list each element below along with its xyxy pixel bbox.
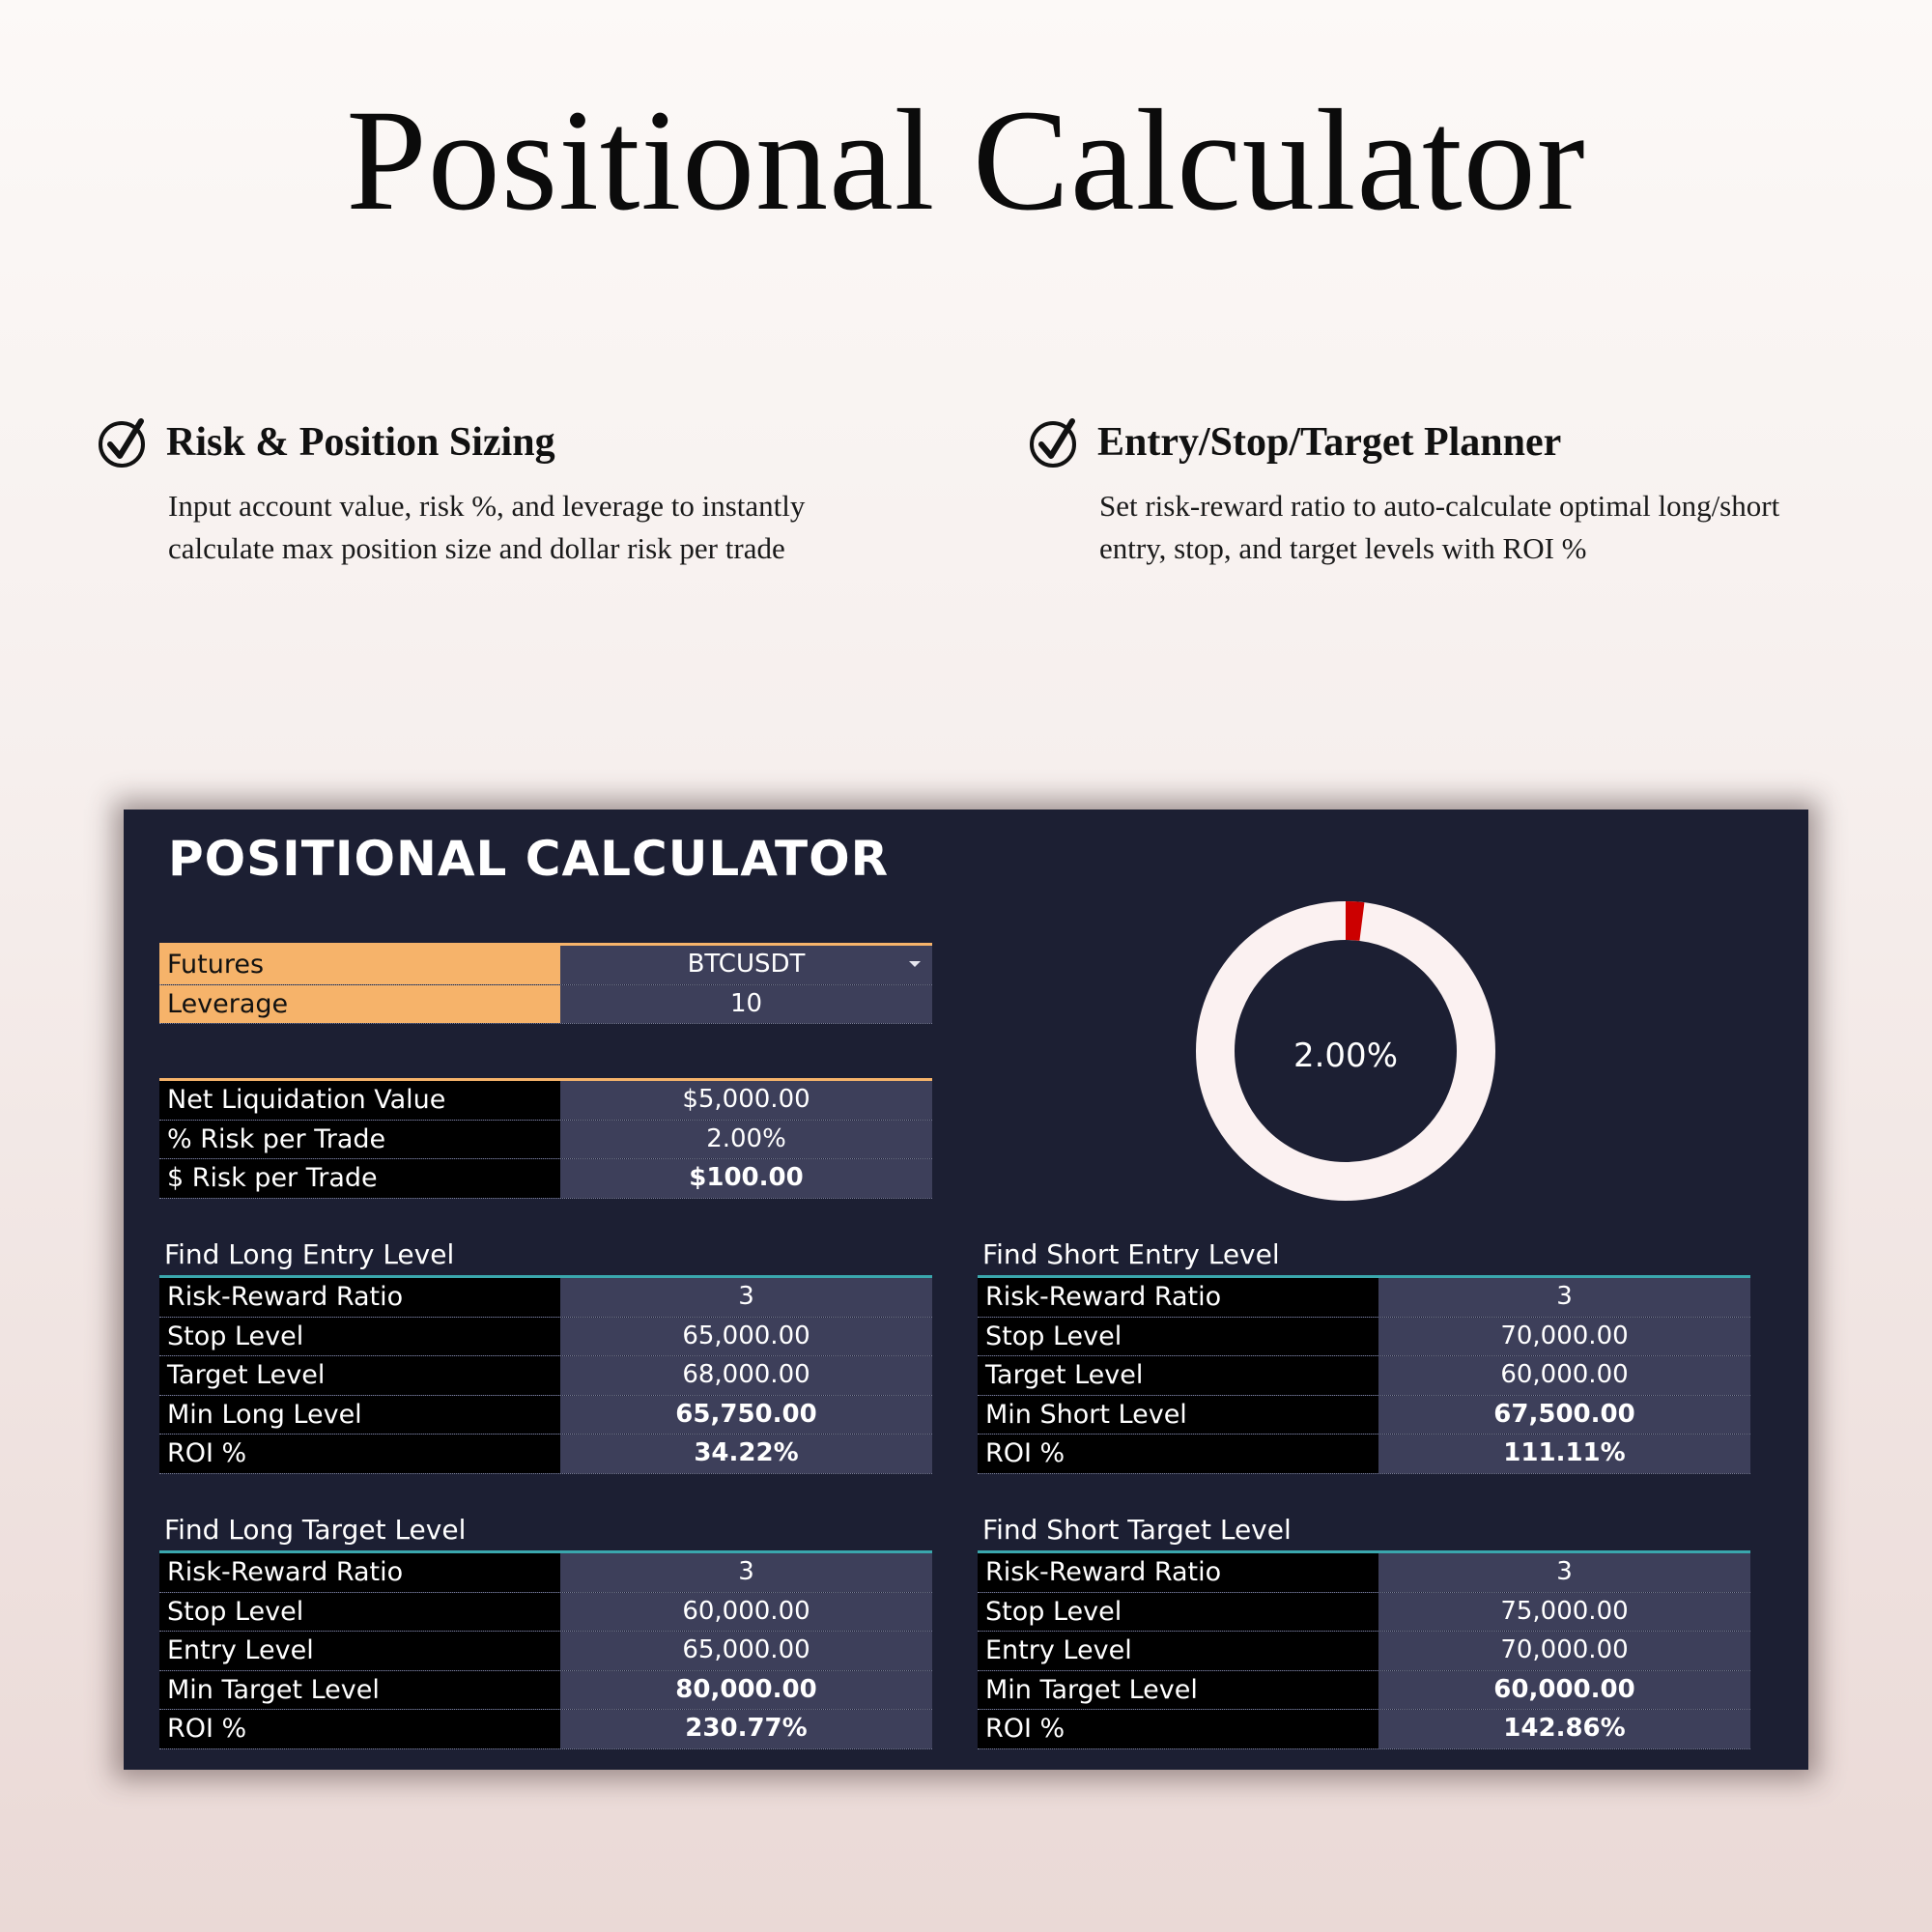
row-label: Risk-Reward Ratio: [159, 1278, 560, 1317]
row-label: Stop Level: [978, 1593, 1378, 1632]
table-row: [159, 1593, 932, 1633]
table-row: [978, 1553, 1750, 1593]
table-row: [159, 985, 932, 1025]
stop-level-input[interactable]: 70,000.00: [1378, 1318, 1750, 1356]
feature-description-line: Input account value, risk %, and leverage to instantly: [168, 489, 806, 523]
table-row: [159, 1159, 932, 1199]
min-short-level-value: 67,500.00: [1378, 1396, 1750, 1435]
feature-description-line: calculate max position size and dollar risk per trade: [168, 531, 785, 565]
table-row: [978, 1435, 1750, 1474]
table-row: [159, 1121, 932, 1160]
row-label: Stop Level: [978, 1318, 1378, 1356]
risk-reward-input[interactable]: 3: [560, 1553, 932, 1592]
feature-description-line: entry, stop, and target levels with ROI %: [1099, 531, 1587, 565]
table-row: [978, 1593, 1750, 1633]
row-label: Entry Level: [159, 1632, 560, 1670]
roi-value: 34.22%: [560, 1435, 932, 1473]
roi-value: 111.11%: [1378, 1435, 1750, 1473]
checkmark-circle-icon: [97, 415, 151, 469]
row-label: ROI %: [159, 1435, 560, 1473]
table-row: [978, 1278, 1750, 1318]
risk-percent-label: % Risk per Trade: [159, 1121, 560, 1159]
feature-description-line: Set risk-reward ratio to auto-calculate optimal long/short: [1099, 489, 1780, 523]
roi-value: 142.86%: [1378, 1710, 1750, 1748]
dropdown-arrow-icon[interactable]: [909, 961, 921, 967]
row-label: Entry Level: [978, 1632, 1378, 1670]
row-label: Risk-Reward Ratio: [978, 1278, 1378, 1317]
table-row: [978, 1710, 1750, 1749]
futures-select-value: BTCUSDT: [687, 950, 806, 979]
row-label: Risk-Reward Ratio: [159, 1553, 560, 1592]
target-level-input[interactable]: 68,000.00: [560, 1356, 932, 1395]
table-row: [159, 1318, 932, 1357]
net-liquidation-input[interactable]: $5,000.00: [560, 1081, 932, 1120]
entry-level-input[interactable]: 70,000.00: [1378, 1632, 1750, 1670]
row-label: Risk-Reward Ratio: [978, 1553, 1378, 1592]
leverage-label: Leverage: [159, 985, 560, 1024]
table-row: [159, 1435, 932, 1474]
min-target-level-value: 60,000.00: [1378, 1671, 1750, 1710]
short-target-table: [978, 1550, 1750, 1749]
row-label: Min Target Level: [978, 1671, 1378, 1710]
table-row: [159, 1081, 932, 1121]
feature-risk-position-sizing: [97, 415, 889, 570]
roi-value: 230.77%: [560, 1710, 932, 1748]
long-entry-table: [159, 1275, 932, 1474]
futures-select[interactable]: [560, 946, 932, 984]
setup-table: [159, 943, 932, 1024]
short-target-title: Find Short Target Level: [982, 1514, 1292, 1546]
row-label: Min Short Level: [978, 1396, 1378, 1435]
risk-dollar-label: $ Risk per Trade: [159, 1159, 560, 1198]
min-long-level-value: 65,750.00: [560, 1396, 932, 1435]
futures-label: Futures: [159, 946, 560, 984]
table-row: [159, 1278, 932, 1318]
sheet-title: POSITIONAL CALCULATOR: [168, 831, 890, 887]
table-row: [978, 1356, 1750, 1396]
feature-entry-stop-target-planner: [1028, 415, 1859, 570]
row-label: ROI %: [159, 1710, 560, 1748]
row-label: Stop Level: [159, 1593, 560, 1632]
table-row: [159, 1396, 932, 1435]
table-row: [978, 1396, 1750, 1435]
table-row: [159, 1553, 932, 1593]
stop-level-input[interactable]: 60,000.00: [560, 1593, 932, 1632]
short-entry-table: [978, 1275, 1750, 1474]
table-row: [159, 1671, 932, 1711]
feature-title: Risk & Position Sizing: [166, 420, 555, 465]
long-entry-title: Find Long Entry Level: [164, 1238, 455, 1270]
gauge-fill: [1346, 921, 1362, 922]
target-level-input[interactable]: 60,000.00: [1378, 1356, 1750, 1395]
long-target-title: Find Long Target Level: [164, 1514, 467, 1546]
min-target-level-value: 80,000.00: [560, 1671, 932, 1710]
table-row: [159, 1632, 932, 1671]
entry-level-input[interactable]: 65,000.00: [560, 1632, 932, 1670]
row-label: Min Target Level: [159, 1671, 560, 1710]
risk-reward-input[interactable]: 3: [1378, 1553, 1750, 1592]
short-entry-title: Find Short Entry Level: [982, 1238, 1280, 1270]
checkmark-circle-icon: [1028, 415, 1082, 469]
row-label: Target Level: [978, 1356, 1378, 1395]
stop-level-input[interactable]: 65,000.00: [560, 1318, 932, 1356]
stop-level-input[interactable]: 75,000.00: [1378, 1593, 1750, 1632]
feature-title: Entry/Stop/Target Planner: [1097, 420, 1562, 465]
long-target-table: [159, 1550, 932, 1749]
table-row: [159, 1356, 932, 1396]
table-row: [978, 1671, 1750, 1711]
table-row: [159, 946, 932, 985]
net-liquidation-label: Net Liquidation Value: [159, 1081, 560, 1120]
gauge-label: 2.00%: [1293, 1037, 1398, 1075]
row-label: Stop Level: [159, 1318, 560, 1356]
leverage-input[interactable]: 10: [560, 985, 932, 1024]
table-row: [978, 1318, 1750, 1357]
risk-reward-input[interactable]: 3: [560, 1278, 932, 1317]
risk-percent-input[interactable]: 2.00%: [560, 1121, 932, 1159]
feature-description: [97, 485, 889, 570]
risk-dollar-value: $100.00: [560, 1159, 932, 1198]
calculator-sheet: [124, 810, 1808, 1770]
row-label: Target Level: [159, 1356, 560, 1395]
row-label: Min Long Level: [159, 1396, 560, 1435]
row-label: ROI %: [978, 1710, 1378, 1748]
page-title: Positional Calculator: [346, 80, 1586, 241]
feature-description: [1028, 485, 1859, 570]
table-row: [159, 1710, 932, 1749]
table-row: [978, 1632, 1750, 1671]
account-table: [159, 1078, 932, 1199]
row-label: ROI %: [978, 1435, 1378, 1473]
risk-reward-input[interactable]: 3: [1378, 1278, 1750, 1317]
